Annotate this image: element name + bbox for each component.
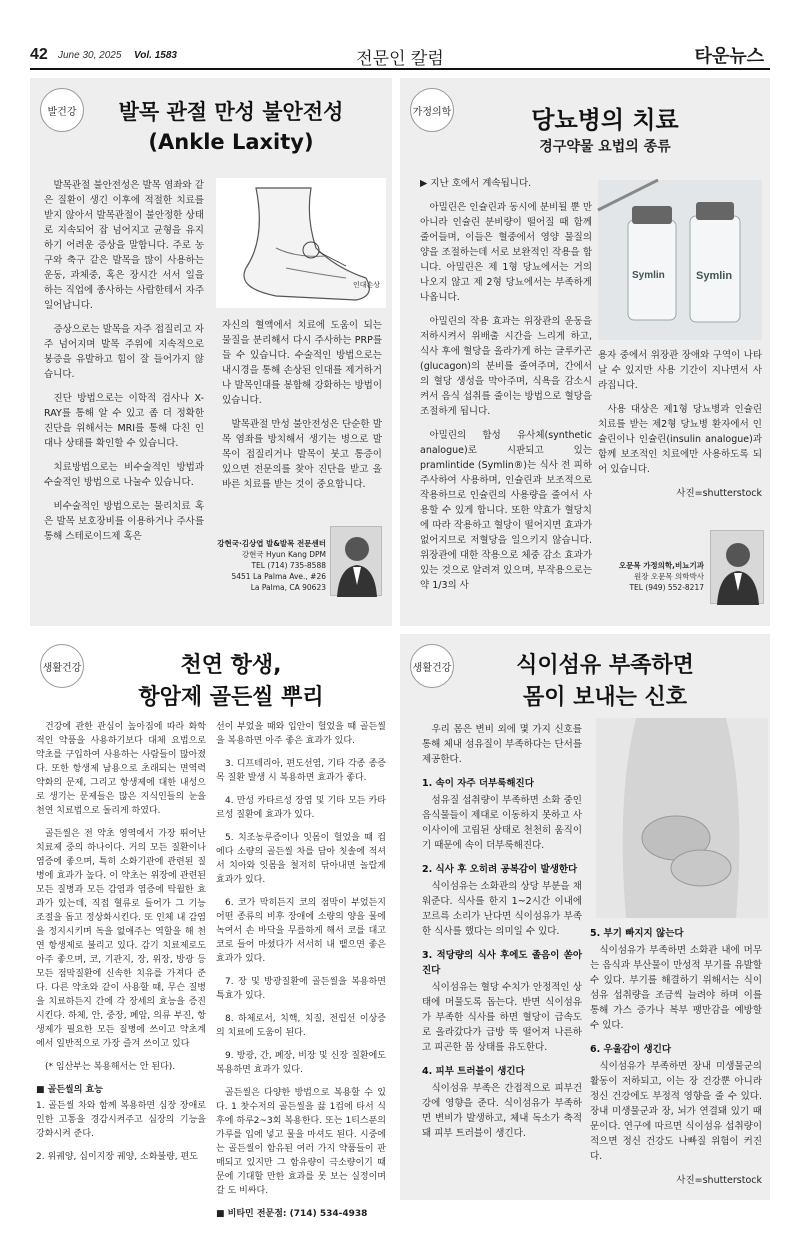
article-title-sub: (Ankle Laxity) <box>148 130 314 154</box>
article-ankle-laxity <box>30 78 392 626</box>
page-number: 42 <box>30 46 48 63</box>
article-body-col2: 용자 중에서 위장관 장애와 구역이 나타날 수 있지만 사용 기간이 지나면서 사라집니다. 사용 대상은 제1형 당뇨병과 인슐린 치료를 받는 제2형 당뇨병 환자에서 인슐린이나 인슐린(insulin analogue)과 함께 보조적인 치료에만 사용하도록 되어 있습니다. 사진=shutterstock <box>598 350 762 499</box>
vial-label: Symlin <box>632 270 665 281</box>
author-photo <box>710 530 764 604</box>
benefits-heading: ■ 골든씰의 효능 <box>36 1085 103 1095</box>
article-diabetes-treatment <box>400 78 770 626</box>
photo-credit: 사진=shutterstock <box>676 488 762 499</box>
category-badge: 생활건강 <box>410 644 454 688</box>
article-body-col1: 발목관절 불안전성은 발목 염좌와 같은 질환이 생긴 이후에 적절한 치료를 받지 않아서 발목관절이 불안정한 상태로 지속되어 잡 넘어지고 균형을 유지하기 어려운 증상을 말합니다. 주로 농구와 축구 같은 발목을 많이 사용하는 운동, 과체중, 혹은 장시간 서서 일을 하는 직업에 종사하는 사람한테서 자주 일어납니다. 증상으로는 발목을 자주 접질리고 자주 넘어지며 발목 주위에 지속적으로 붕증을 유발하고 힘이 잘 들어가지 않습니다. 진단 방법으로는 이학적 검사나 X-RAY를 통해 알 수 있고 좀 더 정확한 진단을 위해서는 MRI를 통해 다친 인대나 상태를 확인할 수 있습니다. 치료방법으로는 비수술적인 방법과 수술적인 방법으로 나눌수 있습니다. 비수술적인 방법으로는 물리치료 혹은 발목 보호장비를 이용하거나 주사를 통해 스테로이드제 혹은 <box>44 180 204 542</box>
photo-credit: 사진=shutterstock <box>676 1175 762 1186</box>
author-info: 오문목 가정의학,비뇨기과 원장 오문목 의학박사 TEL (949) 552-8217 <box>618 561 704 592</box>
issue-volume: Vol. 1583 <box>134 50 177 61</box>
article-title-sub: 항암제 골든씰 뿌리 <box>138 685 324 710</box>
stomach-ache-photo <box>596 718 768 918</box>
contact-info: ■ 비타민 전문점: (714) 534-4938 <box>216 1209 368 1219</box>
page-header <box>30 40 770 70</box>
author-photo <box>330 526 382 596</box>
section-title: 전문인 칼럼 <box>356 49 444 69</box>
brand-logo: 타운뉴스 <box>694 46 764 67</box>
article-title-sub: 몸이 보내는 신호 <box>522 685 688 710</box>
illustration-label: 인대손상 <box>352 281 380 289</box>
category-badge: 가정의학 <box>410 88 454 132</box>
category-badge: 생활건강 <box>40 644 84 688</box>
article-title: 천연 항생, <box>180 653 282 678</box>
article-goldenseal <box>30 634 392 1219</box>
article-title: 식이섬유 부족하면 <box>516 653 694 678</box>
article-subtitle: 경구약물 요법의 종류 <box>539 139 671 155</box>
author-info: 강현국·김상엽 발&발목 전문센터 강현국 Hyun Kang DPM TEL (714) 735-8588 5451 La Palma Ave., #26 La Palma, CA 90623 <box>217 539 326 592</box>
issue-date: June 30, 2025 <box>58 50 122 61</box>
category-badge: 발건강 <box>40 88 84 132</box>
article-body-col1: 건강에 관한 관심이 높아짐에 따라 화학적인 약품을 사용하기보다 대체 요법으로 약초를 구입하여 사용하는 사람들이 많아졌다. 또한 항생제 남용으로 초래되는 면역력 약화의 문제, 그리고 항생제에 대한 내성으로 생기는 문제들은 많은 지식인들의 눈을 천연 치료법으로 돌리게 하였다. 골든씰은 전 약초 영역에서 가장 뛰어난 치료제 중의 하나이다. 거의 모든 질환이나 염증에 좋으며, 특히 소화기관에 관련된 질병에 효과가 높다. 이 약초는 위장에 관련된 모든 질병과 모든 감염과 염증에 탁월한 효과가 있는데, 직접 혈류로 들어가 그 기능 조절을 돕고 정상화시킨다. 또 인체 내 감염을 정지시키며 독을 없애주는 역할을 해 천연 항생제로 불리고 있다. 감기 치료제로도 아주 좋으며, 코, 기관지, 장, 위장, 방광 등 모든 점막질환에 신속한 치유를 가져다 준다. 다른 약초와 같이 사용할 때, 무슨 질병을 치료하든지 간에 각 장세의 효능을 증진시킨다. 하체, 안, 중장, 폐암, 의류 부진, 항생제가 필요한 모든 질병에 쓰이고 약초계에서 일반적으로 가장 즐겨 쓰이고 있다 (* 임산부는 복용해서는 안 된다). ■ 골든씰의 효능 1. 골든씰 차와 함께 복용하면 심장 장애로 인한 고통을 경감시켜주고 심장의 기능을 강화시켜 준다. 2. 위궤양, 십이지장 궤양, 소화불량, 편도 <box>36 722 206 1162</box>
article-dietary-fiber <box>400 634 770 1200</box>
medication-photo <box>598 180 762 340</box>
article-body-col2: 자신의 혈액에서 치료에 도움이 되는 물질을 분리해서 다시 주사하는 PRP를 들 수 있습니다. 수술적인 방법으로는 내시경을 통해 손상된 인대를 제거하거나 발목인대를 봉합해 강화하는 방법이 있습니다. 발목관절 만성 불안전성은 단순한 발목 염좌를 방치해서 생기는 병으로 발목이 접질리거나 발목이 붓고 통증이 있으면 전문의를 찾아 진단을 받고 올바른 치료를 받는 것이 중요합니다. <box>222 320 382 490</box>
article-body-col1: ▶ 지난 호에서 계속됩니다. 아밀린은 인슐린과 동시에 분비될 뿐 만 아니라 인슐린 분비량이 떨어질 때 함께 줄어들며, 이들은 혈중에서 영양 물질의 양을 조절하는데 서로 보완적인 작용을 합니다. 아밀린은 제 1형 당뇨에서는 거의 나오지 않고 제 2형 당뇨에서는 부족하게 나옵니다. 아밀린의 작용 효과는 위장관의 운동을 저하시켜서 위배출 시간을 느리게 하고, 식사 후에 혈당을 올라가게 하는 글루카곤(glucagon)의 분비를 줄여주며, 간에서의 혈당 생성을 막아주며, 식욕을 감소시켜서 음식 섭취를 줄이는 방법으로 혈당을 조절하게 됩니다. 아밀린의 합성 유사체(synthetic analogue)로 시판되고 있는 pramlintide (Symlin®)는 식사 전 피하주사하여 사용하며, 인슐린과 보조적으로 작용하므로 인슐린의 사용량을 줄여서 사용할 수 있게 합니다. 또한 약효가 혈당치에 따라 작용하고 혈당이 떨어지면 효과가 없어지므로 저혈당을 일으키지 않습니다. 위장관에 대한 작용으로 체중 감소 효과가 있는 것으로 알려져 있으며, 부작용으로는 약 1/3의 사 <box>420 178 592 591</box>
article-title: 당뇨병의 치료 <box>531 106 679 134</box>
article-body-col1: 우리 몸은 변비 외에 몇 가지 신호를 통해 체내 섬유질이 부족하다는 단서를 제공한다. 1. 속이 자주 더부룩해진다 섬유질 섭취량이 부족하면 소화 중인 음식물들이 제대로 이동하지 못하고 사이사이에 고립된 상태로 천천히 움직이기 때문에 속이 더부룩해진다. 2. 식사 후 오히려 공복감이 발생한다 식이섬유는 소화관의 상당 부분을 채워준다. 식사를 한지 1~2시간 이내에 꼬르륵 소리가 난다면 식이섬유가 부족한 식사를 했다는 의미일 수 있다. 3. 적당량의 식사 후에도 졸음이 쏟아진다 식이섬유는 혈당 수치가 안정적인 상태에 머물도록 돕는다. 반면 식이섬유가 부족한 식사를 하면 혈당이 급속도로 올라갔다가 급방 뚝 떨어져 나른하고 피곤한 몸 상태를 유도한다. 4. 피부 트러블이 생긴다 식이섬유 부족은 간접적으로 피부건강에 영향을 준다. 식이섬유가 부족하면 변비가 발생하고, 체내 독소가 축적돼 피부 트러블이 생긴다. <box>422 724 582 1139</box>
vial-label: Symlin <box>696 270 733 282</box>
article-body-col2: 5. 부기 빠지지 않는다 식이섬유가 부족하면 소화관 내에 머무는 음식과 부산물이 만성적 부기를 유발할 수 있다. 부기를 해결하기 위해서는 식이섬유 섭취량을 조금씩 늘려야 하며 이를 통해 가스 증가나 복부 팽만감을 예방할 수 있다. 6. 우울감이 생긴다 식이섬유가 부족하면 장내 미생물군의 활동이 저하되고, 이는 장 건강뿐 아니라 정신 건강에도 부정적 영향을 줄 수 있다. 장내 미생물군과 장, 뇌가 연결돼 있기 때문이다. 연구에 따르면 식이섬유 섭취량이 적으면 정신 건강도 나빠질 위험이 커진다. 사진=shutterstock <box>590 928 762 1186</box>
ankle-illustration <box>216 178 386 308</box>
article-title: 발목 관절 만성 불안전성 <box>118 100 344 124</box>
article-body-col2: 선이 부었을 때와 입안이 헐었을 때 골든씰을 복용하면 아주 좋은 효과가 있다. 3. 디프테리아, 편도선염, 기타 각종 종증 목 질환 발생 시 복용하면 효과가 좋다. 4. 만성 카타르성 장염 및 기타 모든 카타르성 질환에 효과가 있다. 5. 치조농루증이나 잇몸이 헐었을 때 컵에다 소량의 골든씰 차를 담아 칫솔에 적셔서 치아와 잇몸을 철저히 닦아내면 놀랍게 효과가 있다. 6. 코가 막히든지 코의 점막이 부었든지 어떤 종류의 비후 장애에 소량의 양을 물에 녹여서 손 바닥을 무릎하게 해서 코를 대고 코로 들어 마셨다가 서서히 내 뱉으면 좋은 효과가 있다. 7. 장 및 방광질환에 골든씰을 복용하면 특효가 있다. 8. 하체로서, 치핵, 치질, 전립선 이상증의 치료에 도움이 된다. 9. 방광, 간, 폐장, 비장 및 신장 질환에도 복용하면 효과가 있다. 골든씰은 다양한 방법으로 복용할 수 있다. 1 찻수저의 골든씰을 끓 1컵에 타서 식후에 하루2~3회 복용한다. 또는 1티스푼의 가루를 입에 넣고 물을 마셔도 된다. 시중에는 골든씰이 함유된 여러 가지 약품들이 판매되고 있지만 그 함유량이 극소량이기 때문에 기대할 만한 효과를 못 보는 실정이며 갈 도 비싸다. ■ 비타민 전문점: (714) 534-4938 <box>216 722 386 1219</box>
